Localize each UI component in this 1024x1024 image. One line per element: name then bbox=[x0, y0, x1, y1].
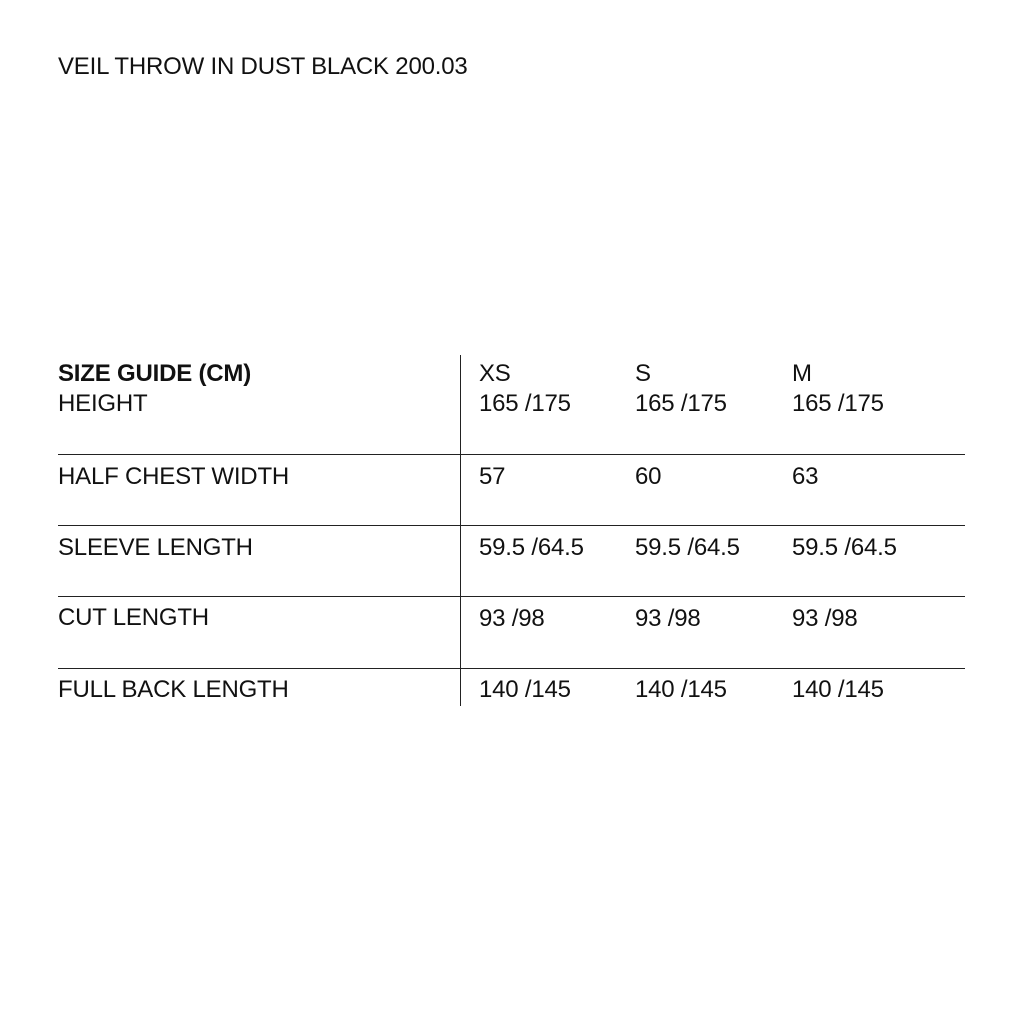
row-label: HEIGHT bbox=[58, 390, 148, 417]
row-label: HALF CHEST WIDTH bbox=[58, 463, 290, 490]
row-label: SLEEVE LENGTH bbox=[58, 534, 253, 561]
value-xs: 140 /145 bbox=[479, 676, 571, 703]
size-label-m: M bbox=[792, 360, 812, 387]
table-row-height bbox=[58, 389, 965, 419]
value-xs: 59.5 /64.5 bbox=[479, 534, 584, 561]
value-xs: 57 bbox=[479, 463, 506, 490]
value-m: 140 /145 bbox=[792, 676, 884, 703]
value-s: 165 /175 bbox=[635, 390, 727, 417]
value-m: 165 /175 bbox=[792, 390, 884, 417]
size-label-xs: XS bbox=[479, 360, 511, 387]
size-guide-heading: SIZE GUIDE (CM) bbox=[58, 360, 251, 387]
value-xs: 93 /98 bbox=[479, 605, 545, 632]
value-m: 63 bbox=[792, 463, 819, 490]
product-title: VEIL THROW IN DUST BLACK 200.03 bbox=[58, 53, 468, 80]
value-s: 93 /98 bbox=[635, 605, 701, 632]
size-label-s: S bbox=[635, 360, 651, 387]
value-s: 60 bbox=[635, 463, 662, 490]
row-label: CUT LENGTH bbox=[58, 604, 209, 631]
value-m: 59.5 /64.5 bbox=[792, 534, 897, 561]
value-s: 140 /145 bbox=[635, 676, 727, 703]
value-s: 59.5 /64.5 bbox=[635, 534, 740, 561]
row-label: FULL BACK LENGTH bbox=[58, 676, 289, 703]
table-row-sleeve-length bbox=[58, 525, 965, 597]
value-xs: 165 /175 bbox=[479, 390, 571, 417]
table-row-full-back-length bbox=[58, 668, 965, 707]
table-row-cut-length bbox=[58, 596, 965, 669]
value-m: 93 /98 bbox=[792, 605, 858, 632]
table-row-half-chest-width bbox=[58, 454, 965, 526]
